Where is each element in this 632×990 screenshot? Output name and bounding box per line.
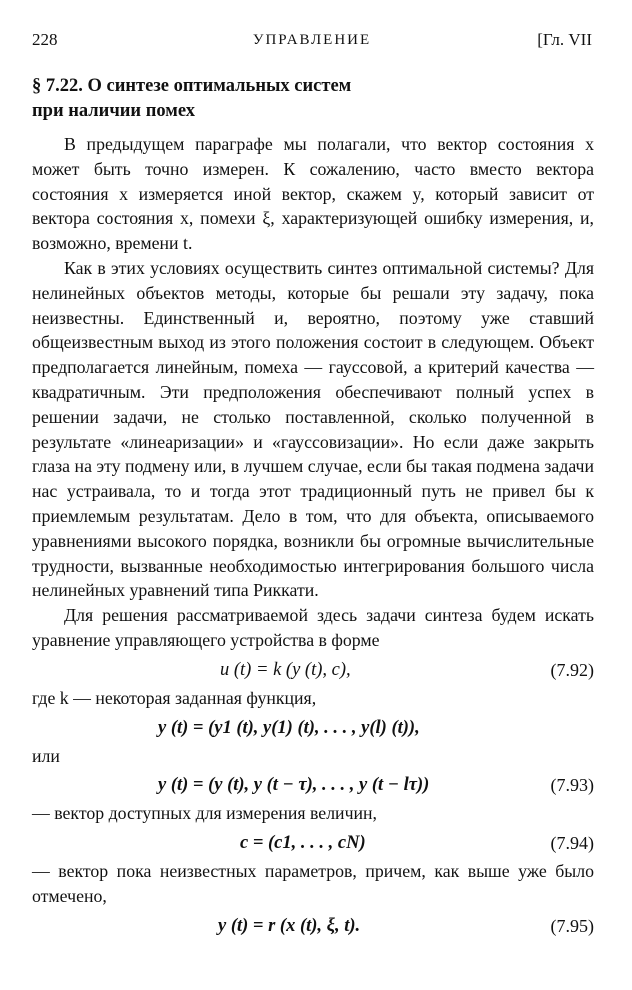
equation-vector-y-derivatives <box>32 711 594 744</box>
chapter-label: [Гл. VII <box>537 30 592 49</box>
equation-number: (7.92) <box>550 659 594 680</box>
equation-number: (7.94) <box>550 833 594 854</box>
page-number: 228 <box>32 30 58 49</box>
equation-number: (7.95) <box>550 915 594 936</box>
paragraph: Как в этих условиях осуществить синтез оптимальной системы? Для нелинейных объектов методы, которые бы решали эту задачу, пока неизвестны. Единственный и, вероятно, поэтому уже ставший общеизвестным выход из этого положения состоит в следующем. Объект предполагается линейным, помеха — гауссовой, а критерий качества — квадратичным. Эти предположения обеспечивают полный успех в решении задачи, не столько поставленной, сколько полученной в результате «линеаризации» и «гауссовизации». Но если даже закрыть глаза на эту подмену или, в лучшем случае, если бы такая подмена задачи нас устраивала, то и тогда этот традиционный путь не привел бы к приемлемым результатам. Дело в том, что для объекта, описываемого уравнениями высокого порядка, возникли бы огромные вычислительные трудности, вызванные необходимостью интегрирования большого числа нелинейных уравнений типа Риккати. <box>32 257 594 601</box>
body-text <box>32 132 594 942</box>
equation-7-94 <box>32 826 594 859</box>
paragraph: где k — некоторая заданная функция, <box>32 687 317 708</box>
equation-number: (7.93) <box>550 775 594 796</box>
running-title: УПРАВЛЕНИЕ <box>252 32 372 48</box>
equation-formula: u (t) = k (y (t), c), <box>220 659 351 680</box>
page-header <box>32 30 592 54</box>
paragraph: В предыдущем параграфе мы полагали, что вектор состояния x может быть точно измерен. К сожалению, часто вместо вектора состояния x измеряется иной вектор, скажем y, который зависит от вектора состояния x, помехи ξ, характеризующей ошибку измерения, и, возможно, времени t. <box>32 134 594 254</box>
section-title-line-1: § 7.22. О синтезе оптимальных систем <box>32 76 352 96</box>
equation-7-95 <box>32 909 594 942</box>
paragraph: — вектор доступных для измерения величин, <box>32 803 377 824</box>
paragraph: или <box>32 745 60 766</box>
equation-formula: y (t) = (y1 (t), y(1) (t), . . . , y(l) (t)), <box>158 717 420 738</box>
equation-7-92 <box>32 653 594 686</box>
paragraph: Для решения рассматриваемой здесь задачи синтеза будем искать уравнение управляющего устройства в форме <box>32 605 594 650</box>
paragraph: — вектор пока неизвестных параметров, причем, как выше уже было отмечено, <box>32 861 594 906</box>
equation-formula: c = (c1, . . . , cN) <box>240 833 366 854</box>
section-title <box>32 74 351 124</box>
equation-formula: y (t) = r (x (t), ξ, t). <box>218 915 361 936</box>
section-title-line-2: при наличии помех <box>32 101 195 121</box>
equation-formula: y (t) = (y (t), y (t − τ), . . . , y (t − lτ)) <box>158 775 430 796</box>
equation-7-93 <box>32 768 594 801</box>
